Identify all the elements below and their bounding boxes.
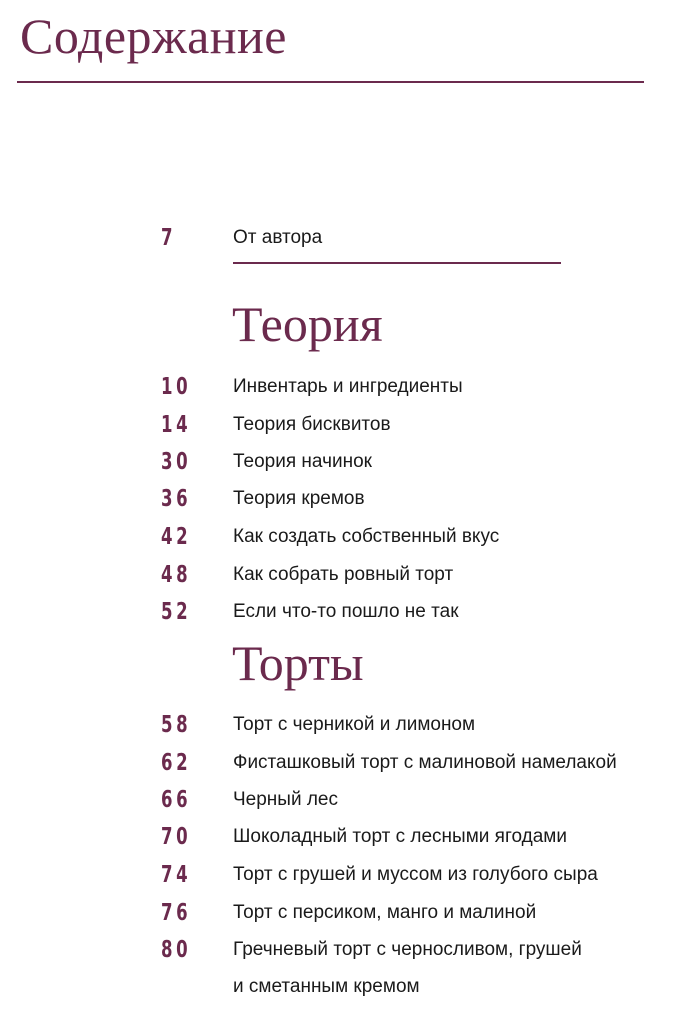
toc-entry-title: Торт с персиком, манго и малиной: [233, 902, 537, 923]
page-title: Содержание: [20, 8, 287, 64]
toc-page-number: 7: [161, 225, 177, 251]
toc-entry[interactable]: [0, 484, 676, 514]
toc-entry-title: Фисташковый торт с малиновой намелакой: [233, 752, 617, 773]
toc-entry[interactable]: [0, 410, 676, 440]
toc-entry-title: Как создать собственный вкус: [233, 526, 500, 547]
toc-entry[interactable]: [0, 748, 676, 778]
toc-entry[interactable]: [0, 710, 676, 740]
toc-page-number: 74: [161, 862, 192, 888]
toc-page-number: 66: [161, 787, 192, 813]
toc-page-number: 30: [161, 449, 192, 475]
toc-entry-title: Инвентарь и ингредиенты: [233, 376, 463, 397]
toc-entry-title: Торт с черникой и лимоном: [233, 714, 476, 735]
toc-entry-author[interactable]: [0, 223, 676, 253]
author-divider: [233, 262, 561, 264]
toc-entry[interactable]: [0, 860, 676, 890]
toc-entry[interactable]: [0, 935, 676, 965]
toc-page-number: 76: [161, 900, 192, 926]
toc-entry-title: Гречневый торт с черносливом, грушей: [233, 939, 582, 960]
toc-entry-title: Теория начинок: [233, 451, 372, 472]
toc-page-number: 80: [161, 937, 192, 963]
toc-entry-title: Теория кремов: [233, 488, 365, 509]
toc-entry-title: Шоколадный торт с лесными ягодами: [233, 826, 567, 847]
toc-entry[interactable]: [0, 822, 676, 852]
toc-entry-title: Как собрать ровный торт: [233, 564, 454, 585]
toc-entry-title: От автора: [233, 227, 323, 248]
toc-entry-title: Черный лес: [233, 789, 338, 810]
toc-page-number: 14: [161, 412, 192, 438]
toc-entry[interactable]: [0, 597, 676, 627]
toc-page-number: 70: [161, 824, 192, 850]
toc-page-number: 58: [161, 712, 192, 738]
toc-page-number: 42: [161, 524, 192, 550]
toc-entry-title: Если что-то пошло не так: [233, 601, 459, 622]
toc-entry[interactable]: [0, 447, 676, 477]
toc-page-number: 52: [161, 599, 192, 625]
section-heading-theory: Теория: [232, 296, 383, 352]
toc-entry[interactable]: [0, 898, 676, 928]
toc-page-number: 36: [161, 486, 192, 512]
toc-entry[interactable]: [0, 372, 676, 402]
toc-entry[interactable]: [0, 522, 676, 552]
toc-entry-title-continued: и сметанным кремом: [233, 976, 420, 997]
toc-entry[interactable]: [0, 785, 676, 815]
toc-page-number: 48: [161, 562, 192, 588]
toc-entry-title: Торт с грушей и муссом из голубого сыра: [233, 864, 598, 885]
toc-page-number: 62: [161, 750, 192, 776]
section-heading-cakes: Торты: [232, 635, 364, 691]
toc-entry[interactable]: [0, 560, 676, 590]
title-divider: [17, 81, 644, 83]
toc-entry-title: Теория бисквитов: [233, 414, 391, 435]
toc-page-number: 10: [161, 374, 192, 400]
